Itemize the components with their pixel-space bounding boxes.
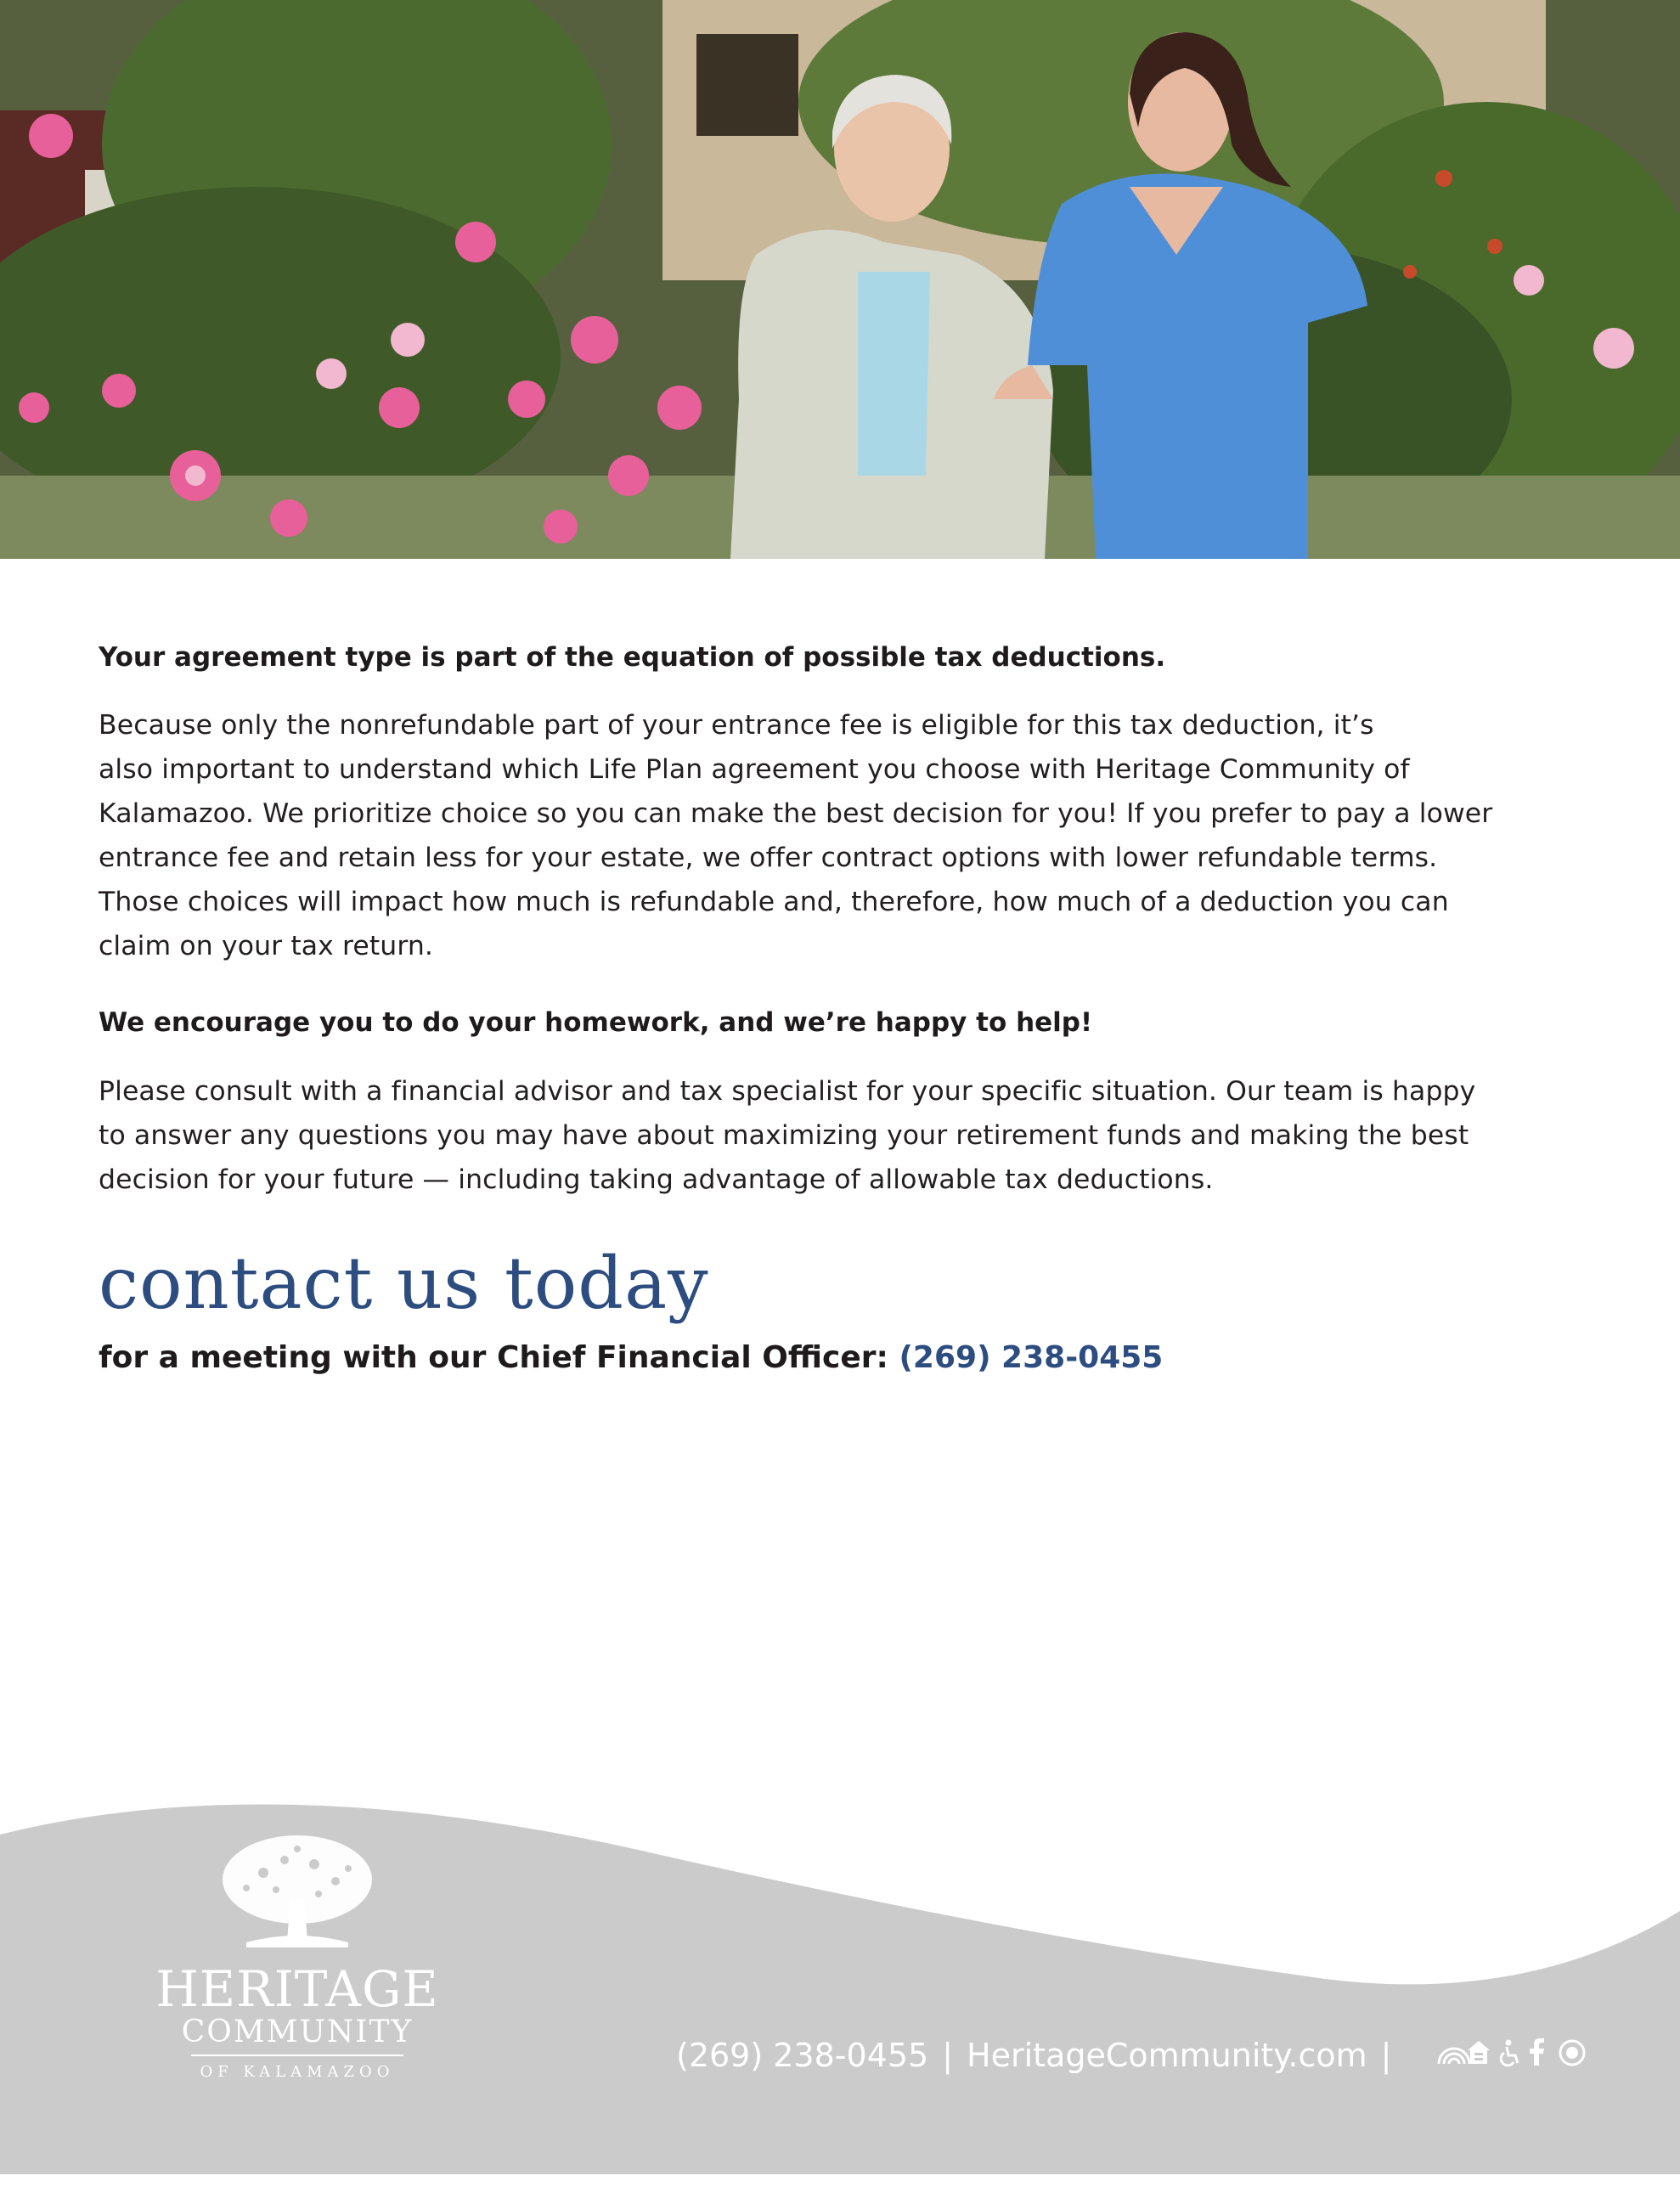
footer-website-link[interactable]: HeritageCommunity.com xyxy=(967,2037,1367,2074)
paragraph-line: Please consult with a financial advisor and tax specialist for your specific situation. Our team is happy xyxy=(99,1076,1476,1107)
equal-housing-icon xyxy=(1466,2038,1491,2067)
pet-friendly-icon xyxy=(1558,2038,1583,2067)
accessibility-icon xyxy=(1497,2038,1522,2067)
contact-phone-link[interactable]: (269) 238-0455 xyxy=(899,1340,1164,1375)
footer-separator: | xyxy=(942,2037,954,2074)
footer-icons xyxy=(1435,2038,1583,2067)
paragraph-line: decision for your future — including taking advantage of allowable tax deductions. xyxy=(99,1164,1214,1195)
footer xyxy=(0,1784,1680,2174)
rainbow-icon xyxy=(1435,2038,1461,2067)
tree-icon xyxy=(212,1830,382,1958)
section1-heading: Your agreement type is part of the equation of possible tax deductions. xyxy=(99,642,1166,673)
footer-separator: | xyxy=(1380,2037,1392,2074)
hero-illustration xyxy=(0,0,1680,559)
paragraph-line: to answer any questions you may have about maximizing your retirement funds and making the best xyxy=(99,1120,1469,1151)
footer-phone-link[interactable]: (269) 238-0455 xyxy=(676,2037,929,2074)
heritage-logo xyxy=(144,1830,450,2187)
section2-heading: We encourage you to do your homework, and we’re happy to help! xyxy=(99,1007,1093,1038)
facebook-icon[interactable] xyxy=(1527,2038,1553,2067)
paragraph-line: Those choices will impact how much is refundable and, therefore, how much of a deduction you can xyxy=(99,887,1449,917)
logo-line-community: COMMUNITY xyxy=(181,2015,414,2049)
paragraph-line: Kalamazoo. We prioritize choice so you can make the best decision for you! If you prefer to pay a lower xyxy=(99,798,1493,829)
contact-title: contact us today xyxy=(99,1242,709,1325)
logo-line-heritage: HERITAGE xyxy=(155,1960,439,2018)
paragraph-line: also important to understand which Life Plan agreement you choose with Heritage Community of xyxy=(99,754,1410,785)
logo-line-kalamazoo: OF KALAMAZOO xyxy=(200,2063,395,2081)
contact-subtitle xyxy=(99,1337,1163,1379)
paragraph-line: claim on your tax return. xyxy=(99,931,434,961)
contact-subtitle-text: for a meeting with our Chief Financial Officer: xyxy=(99,1340,899,1375)
section2-paragraph xyxy=(99,1069,1475,1202)
footer-contact xyxy=(676,2034,1405,2077)
hero-photo xyxy=(0,0,1680,559)
paragraph-line: entrance fee and retain less for your estate, we offer contract options with lower refundable terms. xyxy=(99,843,1438,873)
paragraph-line: Because only the nonrefundable part of your entrance fee is eligible for this tax deduction, it’s xyxy=(99,710,1374,741)
logo-rule xyxy=(191,2055,403,2056)
section1-paragraph xyxy=(99,703,1492,968)
